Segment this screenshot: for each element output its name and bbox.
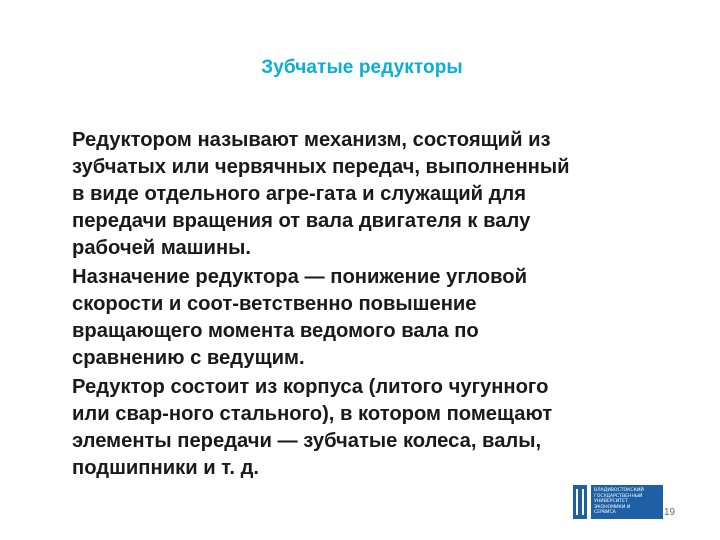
paragraph-definition: Редуктором называют механизм, состоящий из зубчатых или червячных передач, выполненный в виде отдельного агре-гата и служащий для передачи вращения от вала двигателя к валу рабочей машины. [72,129,570,259]
university-emblem-icon [573,485,587,519]
slide-body [72,127,682,484]
page-number: 19 [664,507,676,518]
university-logo-text: ВЛАДИВОСТОКСКИЙ ГОСУДАРСТВЕННЫЙ УНИВЕРСИТЕТ ЭКОНОМИКИ И СЕРВИСА [591,485,663,519]
paragraph-purpose: Назначение редуктора — понижение угловой скорости и соот-ветственно повышение вращающего момента ведомого вала по сравнению с ведущим. [72,266,528,369]
university-logo [573,484,665,520]
paragraph-composition: Редуктор состоит из корпуса (литого чугунного или свар-ного стального), в котором помещают элементы передачи — зубчатые колеса, валы, подшипники и т. д. [72,376,553,479]
slide-title: Зубчатые редукторы [261,57,463,78]
